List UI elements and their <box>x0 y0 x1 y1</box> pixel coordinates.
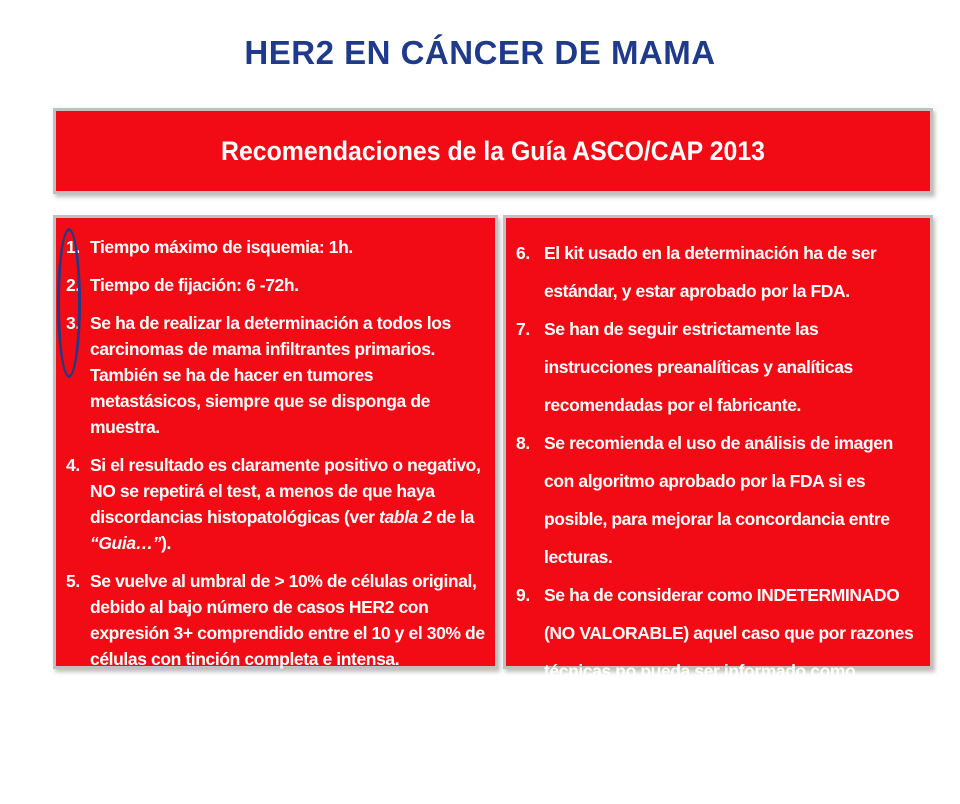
item-number: 1. <box>66 237 80 257</box>
slide-title: HER2 EN CÁNCER DE MAMA <box>244 34 716 71</box>
recommendations-right-list <box>516 234 922 804</box>
item-text: ). <box>161 533 171 553</box>
item-text: Tiempo de fijación: 6 -72h. <box>90 275 299 295</box>
guide-header-text: Recomendaciones de la Guía ASCO/CAP 2013 <box>221 135 765 166</box>
item-text: Se ha de realizar la determinación a todos los carcinomas de mama infiltrantes primarios. También se ha de hacer en tumores metastásicos, siempre que se disponga de muestra. <box>90 313 451 437</box>
guide-header-box <box>53 108 933 194</box>
item-text: Porcentaje de casos <box>544 737 711 757</box>
item-text-italic: “Guia…” <box>90 533 162 553</box>
recommendation-item-8 <box>516 424 922 576</box>
recommendation-item-6 <box>516 234 922 310</box>
item-number: 7. <box>516 319 530 339</box>
item-text: El kit usado en la determinación ha de ser estándar, y estar aprobado por la FDA. <box>544 243 877 301</box>
item-text: Tiempo máximo de isquemia: 1h. <box>90 237 353 257</box>
item-text-italic: tabla 2 <box>379 507 432 527</box>
item-text: Se recomienda el uso de análisis de imagen con algoritmo aprobado por la FDA si es posible, para mejorar la concordancia entre lecturas. <box>544 433 893 567</box>
item-number: 4. <box>66 455 80 475</box>
recommendation-item-10 <box>516 728 922 804</box>
item-text: Se han de seguir estrictamente las instrucciones preanalíticas y analíticas recomendadas por el fabricante. <box>544 319 853 415</box>
item-number: 5. <box>66 571 80 591</box>
item-text: Se vuelve al umbral de > 10% de células original, debido al bajo número de casos HER2 con expresión 3+ comprendido entre el 10 y el 30% de células con tinción completa e intensa. <box>90 571 485 669</box>
item-number: 2. <box>66 275 80 295</box>
item-number: 10. <box>516 737 540 757</box>
recommendations-right-panel <box>503 215 933 795</box>
recommendation-item-9 <box>516 576 922 728</box>
recommendations-left-panel <box>53 215 498 669</box>
item-text: Si el resultado es claramente positivo o negativo, NO se repetirá el test, a menos de que haya discordancias histopatológicas (ver <box>90 455 481 527</box>
item-number: 3. <box>66 313 80 333</box>
recommendation-item-1 <box>66 234 487 260</box>
item-number: 6. <box>516 243 530 263</box>
item-text: Se ha de considerar como INDETERMINADO (NO VALORABLE) aquel caso que por razones técnicas no pueda ser informado como positivo, negativo ni como equívoco. <box>544 585 914 719</box>
blue-oval-highlight <box>57 228 81 378</box>
recommendation-item-2 <box>66 272 487 298</box>
recommendations-left-list <box>66 234 487 684</box>
recommendation-item-7 <box>516 310 922 424</box>
item-text: para HER2: 15-20%. <box>544 737 907 795</box>
item-number: 8. <box>516 433 530 453</box>
recommendation-item-4 <box>66 452 487 556</box>
item-number: 9. <box>516 585 530 605</box>
item-text-bold: positivos <box>710 737 784 757</box>
item-text: de la <box>431 507 475 527</box>
recommendation-item-3 <box>66 310 487 440</box>
recommendation-item-5 <box>66 568 487 672</box>
